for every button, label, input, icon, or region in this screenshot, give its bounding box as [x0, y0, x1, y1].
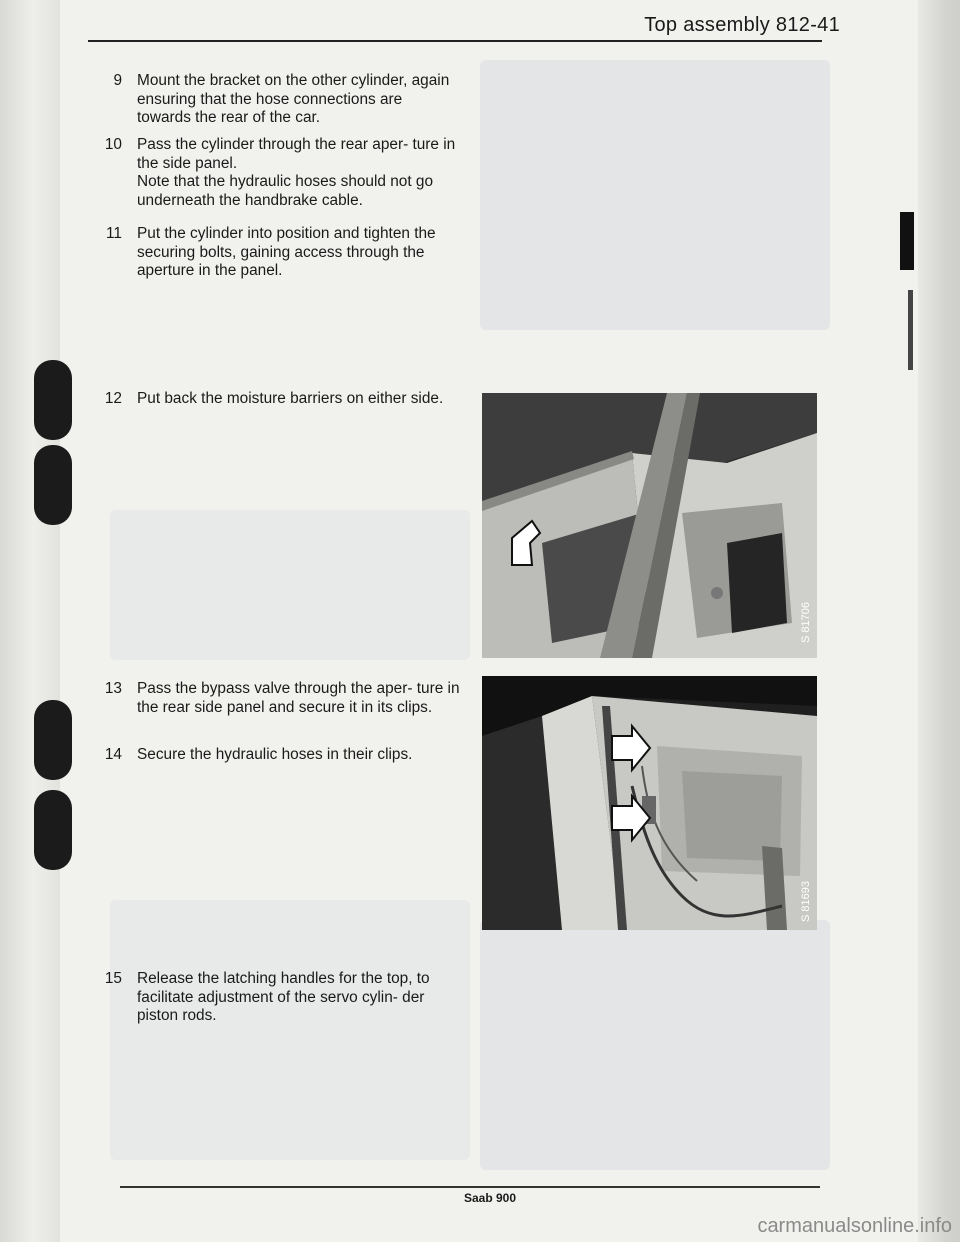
step-number: 15	[104, 970, 122, 987]
step-text: Mount the bracket on the other cylinder, again ensuring that the hose connections are towards the rear of the car.	[137, 72, 450, 126]
photo-reference-code: S 81706	[800, 602, 812, 643]
section-tab-line	[908, 290, 913, 370]
step-text: Release the latching handles for the top, to facilitate adjustment of the servo cylin- der piston rods.	[137, 970, 430, 1024]
step-number: 14	[104, 746, 122, 763]
binder-hole	[34, 700, 72, 780]
photo-illustration	[482, 393, 817, 658]
step-number: 13	[104, 680, 122, 697]
footer-rule	[120, 1186, 820, 1188]
show-through-region	[110, 510, 470, 660]
photo-illustration	[482, 676, 817, 930]
binder-hole	[34, 790, 72, 870]
step-12	[100, 390, 460, 409]
step-text: Put the cylinder into position and tighten the securing bolts, gaining access through the aperture in the panel.	[137, 225, 436, 279]
step-9	[100, 72, 460, 128]
page-footer: Saab 900	[463, 1191, 517, 1205]
step-note: Note that the hydraulic hoses should not go underneath the handbrake cable.	[137, 173, 434, 209]
binder-strip	[0, 0, 60, 1242]
binder-hole	[34, 445, 72, 525]
binder-hole	[34, 360, 72, 440]
step-number: 10	[104, 136, 122, 153]
photo-cylinder-installation	[482, 393, 817, 658]
step-14	[100, 746, 460, 765]
page-edge	[918, 0, 960, 1242]
step-15	[100, 970, 460, 1026]
step-text: Secure the hydraulic hoses in their clips.	[137, 746, 413, 763]
step-text: Put back the moisture barriers on either side.	[137, 390, 444, 407]
show-through-region	[110, 900, 470, 1160]
step-11	[100, 225, 460, 281]
header-rule	[88, 40, 822, 42]
step-text: Pass the cylinder through the rear aper- ture in the side panel.	[137, 136, 456, 172]
step-number: 12	[104, 390, 122, 407]
step-10	[100, 136, 460, 210]
step-number: 11	[106, 225, 122, 242]
step-text: Pass the bypass valve through the aper- ture in the rear side panel and secure it in its clips.	[137, 680, 460, 716]
page-header: Top assembly 812-41	[644, 14, 840, 36]
step-13	[100, 680, 460, 717]
photo-reference-code: S 81693	[800, 881, 812, 922]
photo-bypass-valve-hoses	[482, 676, 817, 930]
section-tab-mark	[900, 212, 914, 270]
watermark: carmanualsonline.info	[757, 1215, 952, 1237]
show-through-region	[480, 60, 830, 330]
step-number: 9	[113, 72, 122, 89]
show-through-region	[480, 920, 830, 1170]
